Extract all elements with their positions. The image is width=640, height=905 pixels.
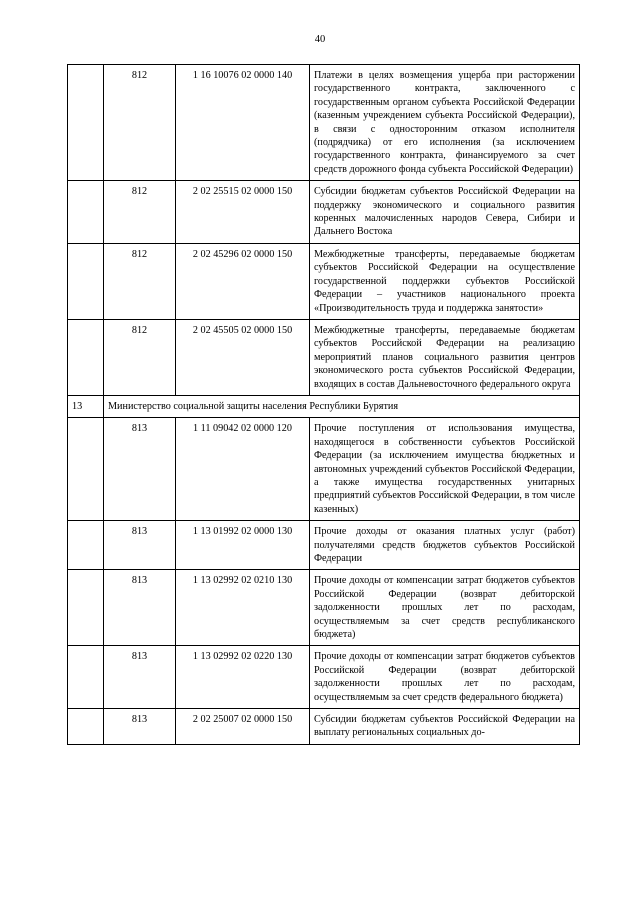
table-row <box>68 646 580 709</box>
budget-code-cell: 1 16 10076 02 0000 140 <box>176 65 310 181</box>
section-number: 13 <box>68 395 104 417</box>
page-number: 40 <box>314 34 326 45</box>
table-row <box>68 319 580 395</box>
row-number-cell <box>68 646 104 709</box>
section-title: Министерство социальной защиты населения Республики Бурятия <box>104 395 580 417</box>
budget-code-cell: 2 02 25515 02 0000 150 <box>176 181 310 244</box>
table-row <box>68 418 580 521</box>
budget-code-cell: 2 02 25007 02 0000 150 <box>176 709 310 745</box>
budget-code-cell: 1 13 02992 02 0210 130 <box>176 570 310 646</box>
row-number-cell <box>68 243 104 319</box>
budget-code-cell: 1 13 02992 02 0220 130 <box>176 646 310 709</box>
table-row <box>68 243 580 319</box>
table-row <box>68 521 580 570</box>
income-name-cell: Прочие поступления от использования имущества, находящегося в собственности субъектов Российской Федерации (за исключением имущества бюджетных и автономных учреждений субъектов Российской Федерации, а также имущества государственных унитарных предприятий субъектов Российской Федерации, в том числе казенных) <box>310 418 580 521</box>
income-name-cell: Межбюджетные трансферты, передаваемые бюджетам субъектов Российской Федерации на реализацию мероприятий планов социального развития центров экономического роста субъектов Российской Федерации, входящих в состав Дальневосточного федерального округа <box>310 319 580 395</box>
income-name-cell: Платежи в целях возмещения ущерба при расторжении государственного контракта, заключенного с государственным органом субъекта Российской Федерации (казенным учреждением субъекта Российской Федерации), в связи с односторонним отказом исполнителя (подрядчика) от его исполнения (за исключением государственного контракта, финансируемого за счет средств дорожного фонда субъекта Российской Федерации) <box>310 65 580 181</box>
row-number-cell <box>68 418 104 521</box>
admin-code-cell: 812 <box>104 243 176 319</box>
admin-code-cell: 813 <box>104 521 176 570</box>
admin-code-cell: 813 <box>104 709 176 745</box>
admin-code-cell: 812 <box>104 319 176 395</box>
income-name-cell: Прочие доходы от компенсации затрат бюджетов субъектов Российской Федерации (возврат дебиторской задолженности прошлых лет по расходам, осуществляемым за счет средств республиканского бюджета) <box>310 570 580 646</box>
row-number-cell <box>68 709 104 745</box>
section-row <box>68 395 580 417</box>
table-row <box>68 65 580 181</box>
admin-code-cell: 813 <box>104 418 176 521</box>
table-row <box>68 570 580 646</box>
income-name-cell: Прочие доходы от компенсации затрат бюджетов субъектов Российской Федерации (возврат дебиторской задолженности прошлых лет по расходам, осуществляемым за счет средств федерального бюджета) <box>310 646 580 709</box>
table-row <box>68 181 580 244</box>
budget-code-cell: 1 11 09042 02 0000 120 <box>176 418 310 521</box>
income-name-cell: Субсидии бюджетам субъектов Российской Федерации на поддержку экономического и социального развития коренных малочисленных народов Севера, Сибири и Дальнего Востока <box>310 181 580 244</box>
admin-code-cell: 812 <box>104 181 176 244</box>
budget-code-cell: 1 13 01992 02 0000 130 <box>176 521 310 570</box>
table-body <box>68 65 580 745</box>
budget-code-cell: 2 02 45505 02 0000 150 <box>176 319 310 395</box>
row-number-cell <box>68 521 104 570</box>
admin-code-cell: 813 <box>104 570 176 646</box>
row-number-cell <box>68 65 104 181</box>
income-name-cell: Субсидии бюджетам субъектов Российской Федерации на выплату региональных социальных до- <box>310 709 580 745</box>
row-number-cell <box>68 570 104 646</box>
income-name-cell: Межбюджетные трансферты, передаваемые бюджетам субъектов Российской Федерации на осуществление государственной поддержки субъектов Российской Федерации – участников национального проекта «Производительность труда и поддержка занятости» <box>310 243 580 319</box>
admin-code-cell: 813 <box>104 646 176 709</box>
income-name-cell: Прочие доходы от оказания платных услуг (работ) получателями средств бюджетов субъектов Российской Федерации <box>310 521 580 570</box>
table-row <box>68 709 580 745</box>
admin-code-cell: 812 <box>104 65 176 181</box>
income-codes-table <box>67 64 580 745</box>
row-number-cell <box>68 181 104 244</box>
budget-code-cell: 2 02 45296 02 0000 150 <box>176 243 310 319</box>
row-number-cell <box>68 319 104 395</box>
